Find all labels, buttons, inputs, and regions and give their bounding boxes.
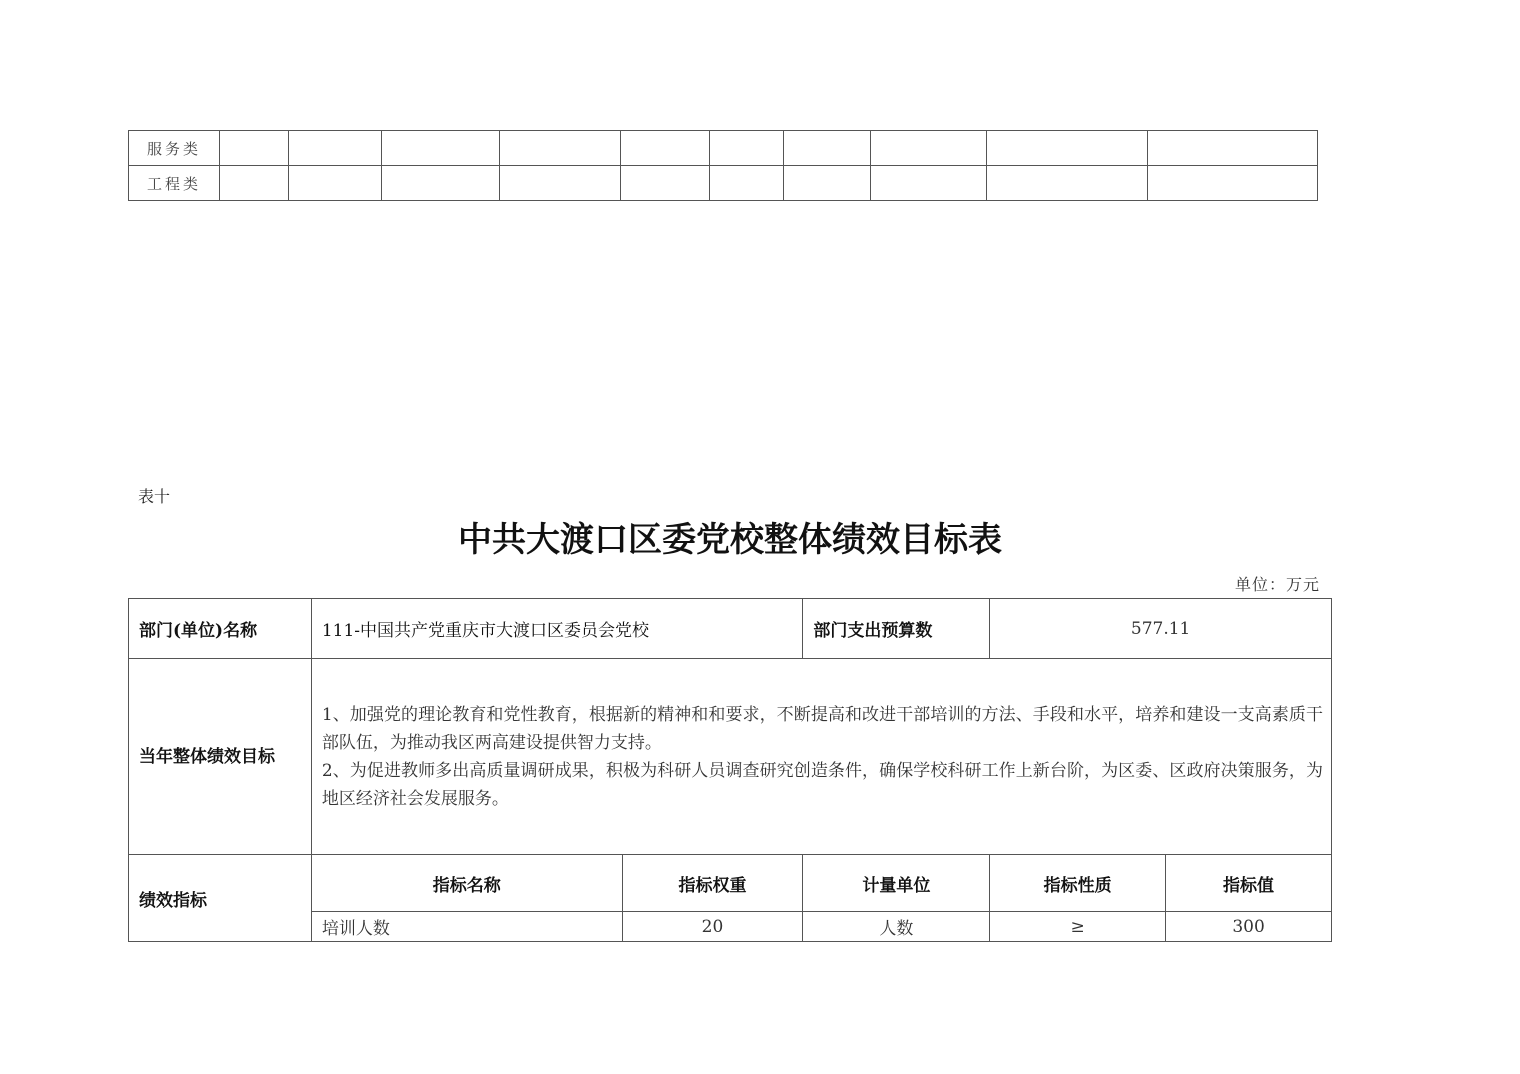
indicator-unit: 人数	[803, 912, 990, 942]
page-title: 中共大渡口区委党校整体绩效目标表	[458, 520, 1002, 560]
dept-name-value: 111-中国共产党重庆市大渡口区委员会党校	[311, 599, 803, 659]
goal-text	[311, 659, 1331, 855]
row-label: 工程类	[129, 166, 220, 201]
goal-label: 当年整体绩效目标	[129, 659, 312, 855]
row-label: 服务类	[129, 131, 220, 166]
dept-row	[129, 599, 1332, 659]
indicator-nature: ≥	[990, 912, 1166, 942]
dept-name-label: 部门(单位)名称	[129, 599, 312, 659]
col-header-value: 指标值	[1166, 855, 1332, 912]
goal-row	[129, 659, 1332, 855]
budget-value: 577.11	[990, 599, 1332, 659]
table-row	[129, 131, 1318, 166]
col-header-name: 指标名称	[311, 855, 622, 912]
table-row	[129, 166, 1318, 201]
table-number: 表十	[138, 487, 171, 506]
indicator-value: 300	[1166, 912, 1332, 942]
performance-table	[128, 598, 1332, 942]
col-header-nature: 指标性质	[990, 855, 1166, 912]
budget-label: 部门支出预算数	[803, 599, 990, 659]
indicator-name: 培训人数	[311, 912, 622, 942]
goal-item: 2、为促进教师多出高质量调研成果，积极为科研人员调查研究创造条件，确保学校科研工作上新台阶，为区委、区政府决策服务，为地区经济社会发展服务。	[321, 760, 1323, 809]
col-header-unit: 计量单位	[803, 855, 990, 912]
col-header-weight: 指标权重	[622, 855, 803, 912]
unit-label: 单位：万元	[1234, 575, 1320, 594]
indicator-label: 绩效指标	[129, 855, 312, 942]
indicator-weight: 20	[622, 912, 803, 942]
top-table	[128, 130, 1318, 201]
indicator-header-row	[129, 855, 1332, 912]
goal-item: 1、加强党的理论教育和党性教育，根据新的精神和和要求，不断提高和改进干部培训的方法、手段和水平，培养和建设一支高素质干部队伍，为推动我区两高建设提供智力支持。	[321, 704, 1323, 753]
